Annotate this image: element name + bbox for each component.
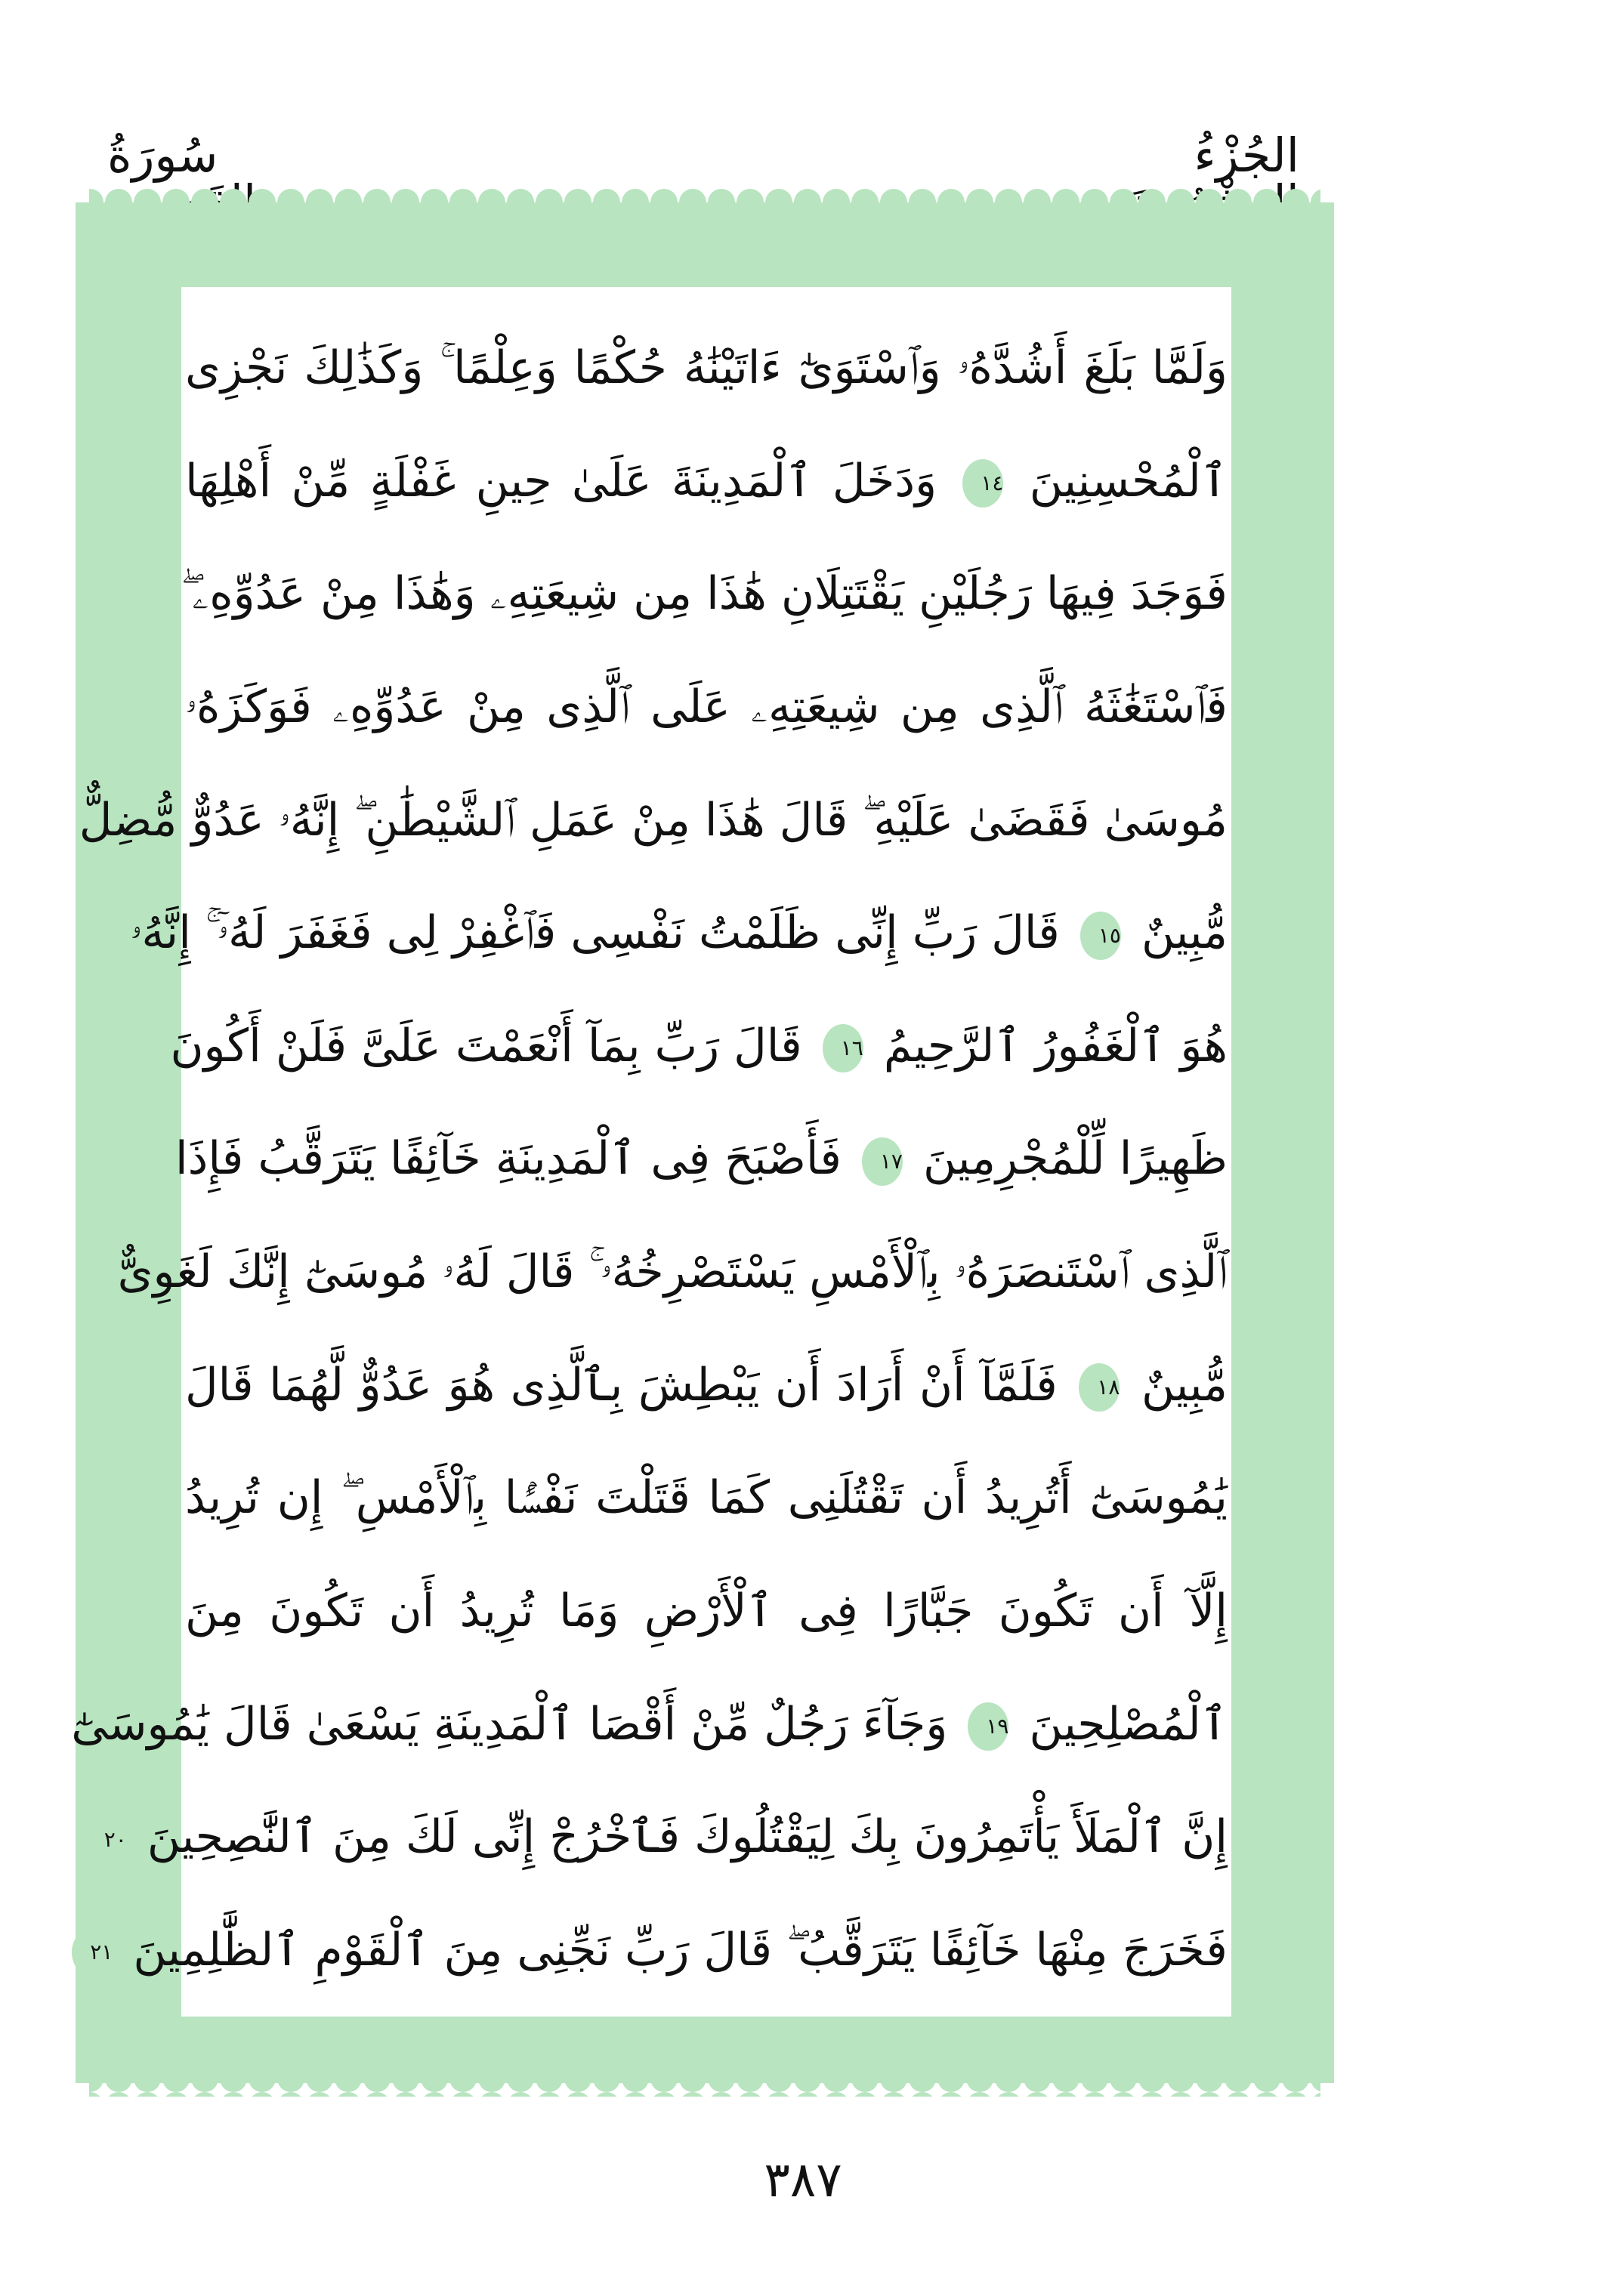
text-line <box>103 1786 1228 1888</box>
verse-text: قَالَ رَبِّ بِمَآ أَنْعَمْتَ عَلَىَّ فَلَنْ أَكُونَ <box>170 1019 802 1072</box>
verse-text: قَالَ رَبِّ إِنِّى ظَلَمْتُ نَفْسِى فَٱغْفِرْ لِى فَغَفَرَ لَهُۥٓ ۚ إِنَّهُۥ <box>130 906 1060 960</box>
page-number: ٣٨٧ <box>764 2152 842 2208</box>
text-line <box>181 543 1228 645</box>
verse-text: ٱلْمُحْسِنِينَ <box>1029 454 1228 508</box>
text-line <box>185 1560 1228 1662</box>
ayah-number-marker: ١٤ <box>962 459 1003 508</box>
ayah-number-marker: ١٧ <box>862 1137 903 1186</box>
ayah-number-marker: ١٩ <box>968 1702 1008 1751</box>
juz-title: الجُزْءُ <box>1194 128 1299 183</box>
verse-text: هُوَ ٱلْغَفُورُ ٱلرَّحِيمُ <box>883 1019 1228 1072</box>
text-line <box>130 882 1228 984</box>
text-line <box>185 1447 1228 1549</box>
ayah-number-marker: ٢١ <box>72 1928 113 1977</box>
verse-text: وَلَمَّا بَلَغَ أَشُدَّهُۥ وَٱسْتَوَىٰٓ ءَاتَيْنَٰهُ حُكْمًا وَعِلْمًا ۚ وَكَذَٰلِكَ نَجْزِى <box>185 341 1228 394</box>
text-line <box>79 770 1228 872</box>
text-line <box>185 656 1228 758</box>
verse-text: ٱلْمُصْلِحِينَ <box>1029 1697 1228 1751</box>
verse-text: إِلَّآ أَن تَكُونَ جَبَّارًا فِى ٱلْأَرْضِ وَمَا تُرِيدُ أَن تَكُونَ مِنَ <box>185 1585 1228 1638</box>
text-line <box>71 1674 1228 1776</box>
verse-text: فَخَرَجَ مِنْهَا خَآئِفًا يَتَرَقَّبُ ۖ قَالَ رَبِّ نَجِّنِى مِنَ ٱلْقَوْمِ ٱلظَّٰلِمِينَ <box>133 1923 1228 1977</box>
ayah-number-marker: ١٥ <box>1080 912 1121 960</box>
quran-text-block <box>71 317 1228 2001</box>
verse-text: فَلَمَّآ أَنْ أَرَادَ أَن يَبْطِشَ بِٱلَّذِى هُوَ عَدُوٌّ لَّهُمَا قَالَ <box>185 1358 1058 1412</box>
verse-text: وَجَآءَ رَجُلٌ مِّنْ أَقْصَا ٱلْمَدِينَةِ يَسْعَىٰ قَالَ يَٰمُوسَىٰٓ <box>71 1697 948 1751</box>
text-line <box>185 1335 1228 1437</box>
verse-text: يَٰمُوسَىٰٓ أَتُرِيدُ أَن تَقْتُلَنِى كَمَا قَتَلْتَ نَفْسًۢا بِٱلْأَمْسِ ۖ إِن تُرِيدُ <box>185 1471 1228 1525</box>
text-line <box>185 430 1228 532</box>
text-line <box>117 1221 1228 1323</box>
verse-text: فَٱسْتَغَٰثَهُ ٱلَّذِى مِن شِيعَتِهِۦ عَلَى ٱلَّذِى مِنْ عَدُوِّهِۦ فَوَكَزَهُۥ <box>185 680 1228 733</box>
text-line <box>90 1899 1228 2001</box>
surah-title: سُورَةُ <box>107 128 218 183</box>
verse-text: مُّبِينٌ <box>1141 1358 1228 1412</box>
verse-text: فَوَجَدَ فِيهَا رَجُلَيْنِ يَقْتَتِلَانِ هَٰذَا مِن شِيعَتِهِۦ وَهَٰذَا مِنْ عَدُوِّهِۦ ۖ <box>181 567 1228 621</box>
text-line <box>174 1108 1228 1210</box>
ayah-number-marker: ٢٠ <box>86 1816 127 1864</box>
verse-text: ظَهِيرًا لِّلْمُجْرِمِينَ <box>923 1132 1228 1186</box>
verse-text: مُّبِينٌ <box>1141 906 1228 960</box>
verse-text: فَأَصْبَحَ فِى ٱلْمَدِينَةِ خَآئِفًا يَتَرَقَّبُ فَإِذَا <box>174 1132 842 1186</box>
ayah-number-marker: ١٦ <box>823 1024 863 1072</box>
verse-text: مُوسَىٰ فَقَضَىٰ عَلَيْهِ ۖ قَالَ هَٰذَا مِنْ عَمَلِ ٱلشَّيْطَٰنِ ۖ إِنَّهُۥ عَدُوٌّ مُّضِلٌّ <box>79 793 1228 847</box>
verse-text: إِنَّ ٱلْمَلَأَ يَأْتَمِرُونَ بِكَ لِيَقْتُلُوكَ فَٱخْرُجْ إِنِّى لَكَ مِنَ ٱلنَّٰصِحِينَ <box>147 1810 1228 1864</box>
ayah-number-marker: ١٨ <box>1079 1363 1120 1412</box>
text-line <box>170 995 1228 1097</box>
verse-text: ٱلَّذِى ٱسْتَنصَرَهُۥ بِٱلْأَمْسِ يَسْتَصْرِخُهُۥ ۚ قَالَ لَهُۥ مُوسَىٰٓ إِنَّكَ لَغَوِىٌّ <box>117 1245 1228 1299</box>
verse-text: وَدَخَلَ ٱلْمَدِينَةَ عَلَىٰ حِينِ غَفْلَةٍ مِّنْ أَهْلِهَا <box>185 454 937 508</box>
text-line <box>185 317 1228 419</box>
